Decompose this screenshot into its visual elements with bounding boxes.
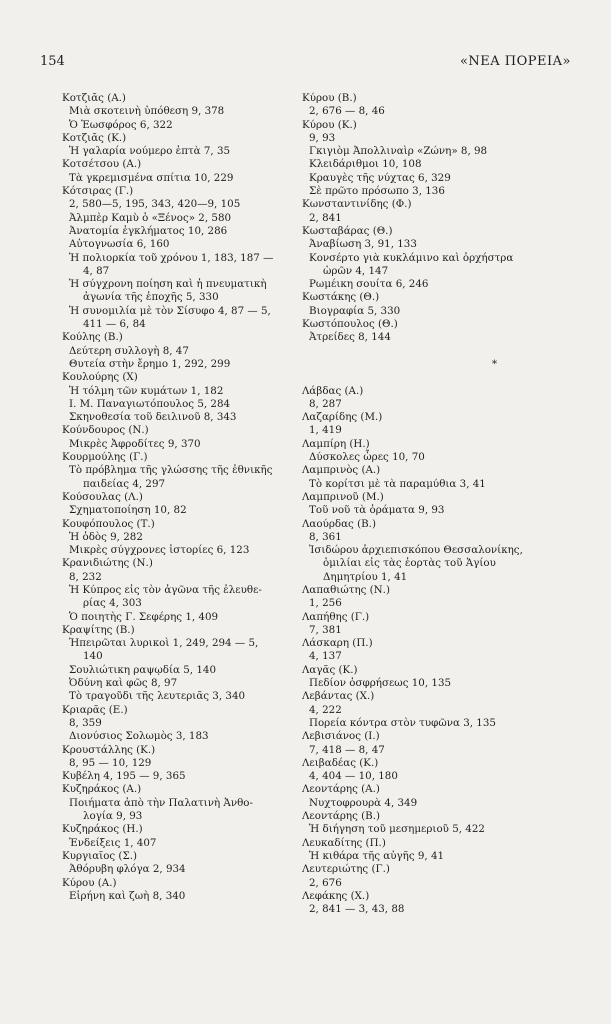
index-author: Κρουστάλλης (Κ.) <box>62 743 156 756</box>
index-entry: Ἡ κιθάρα τῆς αὐγῆς 9, 41 <box>309 849 445 862</box>
index-entry: 7, 381 <box>309 623 342 636</box>
index-author: Κουρμούλης (Γ.) <box>62 451 148 464</box>
index-entry: ἀγωνία τῆς ἐποχῆς 5, 330 <box>83 291 219 304</box>
index-author: Κυζηράκος (Η.) <box>62 823 143 836</box>
index-entry: Εἰρήνη καὶ ζωὴ 8, 340 <box>69 889 186 902</box>
index-entry: λογία 9, 93 <box>83 810 143 823</box>
index-entry: 2, 841 — 3, 43, 88 <box>309 903 405 916</box>
index-entry: Ἀναβίωση 3, 91, 133 <box>309 238 417 251</box>
index-entry: Σχηματοποίηση 10, 82 <box>69 504 187 517</box>
index-entry: Ἀθόρυβη φλόγα 2, 934 <box>69 863 186 876</box>
index-entry: Σὲ πρῶτο πρόσωπο 3, 136 <box>309 185 445 198</box>
index-author: Κούσουλας (Λ.) <box>62 490 143 503</box>
index-entry: Ἡ συνομιλία μὲ τὸν Σίσυφο 4, 87 — 5, <box>69 304 271 317</box>
index-entry: Διονύσιος Σολωμὸς 3, 183 <box>69 730 209 743</box>
index-entry: ὁμιλίαι εἰς τὰς ἑορτὰς τοῦ Ἁγίου <box>323 557 496 570</box>
index-entry: Ὁ Ἑωσφόρος 6, 322 <box>69 118 173 131</box>
index-entry: Δημητρίου 1, 41 <box>323 570 408 583</box>
index-author: Κριαρᾶς (Ε.) <box>62 703 128 716</box>
index-entry: Τὰ γκρεμισμένα σπίτια 10, 229 <box>69 171 234 184</box>
index-entry: 8, 359 <box>69 716 102 729</box>
index-entry: Ἡ πολιορκία τοῦ χρόνου 1, 183, 187 — <box>69 251 274 264</box>
index-entry: 8, 232 <box>69 570 102 583</box>
index-entry: Τοῦ νοῦ τὰ ὁράματα 9, 93 <box>309 504 445 517</box>
index-entry: Πορεία κόντρα στὸν τυφῶνα 3, 135 <box>309 716 496 729</box>
index-entry: Δεύτερη συλλογὴ 8, 47 <box>69 344 189 357</box>
index-author: Λαούρδας (Β.) <box>302 517 376 530</box>
index-author: Λειβαδέας (Κ.) <box>302 756 379 769</box>
index-entry: Γκιγιὸμ Ἀπολλιναὶρ «Ζώνη» 8, 98 <box>309 145 488 158</box>
index-author: Κουφόπουλος (Τ.) <box>62 517 155 530</box>
index-author: Κωστάκης (Θ.) <box>302 291 380 304</box>
index-entry: 8, 95 — 10, 129 <box>69 756 152 769</box>
index-author: Λαπήθης (Γ.) <box>302 610 370 623</box>
index-entry: Ἡ τόλμη τῶν κυμάτων 1, 182 <box>69 384 224 397</box>
index-entry: Πεδίον ὀσφρήσεως 10, 135 <box>309 677 452 690</box>
index-entry: Αὐτογνωσία 6, 160 <box>69 238 170 251</box>
index-entry: Ἰσιδώρου ἀρχιεπισκόπου Θεσσαλονίκης, <box>309 544 523 557</box>
index-entry: Θυτεία στὴν ἔρημο 1, 292, 299 <box>69 357 231 370</box>
index-author: Κούλης (Β.) <box>62 331 123 344</box>
index-entry: Ὁ ποιητὴς Γ. Σεφέρης 1, 409 <box>69 610 219 623</box>
index-entry: 7, 418 — 8, 47 <box>309 743 385 756</box>
index-entry: Μικρὲς Ἀφροδίτες 9, 370 <box>69 437 201 450</box>
index-entry: Σουλιώτικη ραψῳδία 5, 140 <box>69 663 217 676</box>
section-separator: * <box>491 357 498 370</box>
index-entry: Σκηνοθεσία τοῦ δειλινοῦ 8, 343 <box>69 411 237 424</box>
index-author: Κότσιρας (Γ.) <box>62 185 134 198</box>
index-entry: Κονσέρτο γιὰ κυκλάμινο καὶ ὀρχήστρα <box>309 251 514 264</box>
index-author: Κοτζιᾶς (Κ.) <box>62 131 127 144</box>
index-author: Λευτεριώτης (Γ.) <box>302 863 390 876</box>
index-entry: παιδείας 4, 297 <box>83 477 166 490</box>
index-column-left <box>62 92 327 903</box>
index-entry: Ἡ γαλαρία νούμερο ἑπτὰ 7, 35 <box>69 145 231 158</box>
index-author: Λάσκαρη (Π.) <box>302 637 373 650</box>
index-entry: Τὸ τραγοῦδι τῆς λευτεριᾶς 3, 340 <box>69 690 246 703</box>
index-author: Κουλούρης (Χ) <box>62 371 138 384</box>
index-author: Λευκαδίτης (Π.) <box>302 836 386 849</box>
index-author: Κωσταβάρας (Θ.) <box>302 224 393 237</box>
index-entry: 411 — 6, 84 <box>83 318 146 331</box>
index-entry: Μικρὲς σύγχρονες ἱστορίες 6, 123 <box>69 544 250 557</box>
index-author: Κούνδουρος (Ν.) <box>62 424 149 437</box>
index-entry: Κλειδάριθμοι 10, 108 <box>309 158 422 171</box>
index-author: Κωστόπουλος (Θ.) <box>302 318 398 331</box>
index-author: Κοτζιᾶς (Α.) <box>62 92 126 104</box>
index-author: Λάβδας (Α.) <box>302 384 364 397</box>
index-entry: Ρωμέικη σουίτα 6, 246 <box>309 278 429 291</box>
index-author: Κυβέλη 4, 195 — 9, 365 <box>62 770 186 783</box>
index-entry: Τὸ κορίτσι μὲ τὰ παραμύθια 3, 41 <box>309 477 486 490</box>
index-entry: Ἡ ὁδὸς 9, 282 <box>69 530 143 543</box>
index-author: Λαγᾶς (Κ.) <box>302 663 358 676</box>
index-entry: Ἠπειρῶται λυρικοὶ 1, 249, 294 — 5, <box>69 637 259 650</box>
index-author: Λαμπρινοῦ (Μ.) <box>302 490 384 503</box>
index-entry: Ἀνατομία ἐγκλήματος 10, 286 <box>69 224 228 237</box>
page-number: 154 <box>40 54 65 69</box>
index-entry: Ἀτρείδες 8, 144 <box>309 331 391 344</box>
index-entry: 8, 287 <box>309 397 342 410</box>
index-author: Κωνσταντινίδης (Φ.) <box>302 198 412 211</box>
index-entry: 4, 404 — 10, 180 <box>309 770 398 783</box>
index-entry: 8, 361 <box>309 530 342 543</box>
index-entry: Ἡ διήγηση τοῦ μεσημεριοῦ 5, 422 <box>309 823 485 836</box>
index-entry: Μιὰ σκοτεινὴ ὑπόθεση 9, 378 <box>69 105 225 118</box>
index-author: Κρανιδιώτης (Ν.) <box>62 557 153 570</box>
index-entry: 4, 222 <box>309 703 342 716</box>
index-entry: 2, 580—5, 195, 343, 420—9, 105 <box>69 198 241 211</box>
index-author: Κοτσέτσου (Α.) <box>62 158 142 171</box>
index-author: Λεοντάρης (Α.) <box>302 783 380 796</box>
index-entry: 1, 419 <box>309 424 342 437</box>
index-entry: Ἡ Κύπρος εἰς τὸν ἀγῶνα τῆς ἐλευθε- <box>69 583 262 596</box>
index-entry: Ἡ σύγχρονη ποίηση καὶ ἡ πνευματικὴ <box>69 278 267 291</box>
index-author: Λαπαθιώτης (Ν.) <box>302 583 390 596</box>
index-author: Λεβάντας (Χ.) <box>302 690 375 703</box>
index-entry: Βιογραφία 5, 330 <box>309 304 401 317</box>
index-entry: Ἐνδείξεις 1, 407 <box>69 836 157 849</box>
index-author: Κύρου (Β.) <box>302 92 357 104</box>
index-entry: 140 <box>83 650 103 663</box>
index-entry: Νυχτοφρουρὰ 4, 349 <box>309 796 418 809</box>
index-entry: ρίας 4, 303 <box>83 597 142 610</box>
index-author: Κύρου (Α.) <box>62 876 117 889</box>
index-author: Λεβισιάνος (Ι.) <box>302 730 380 743</box>
blank-line <box>302 345 567 358</box>
blank-line <box>302 371 567 384</box>
index-entry: 2, 676 <box>309 876 342 889</box>
index-author: Κύρου (Κ.) <box>302 118 357 131</box>
index-author: Κραψίτης (Β.) <box>62 623 135 636</box>
index-author: Κυζηράκος (Α.) <box>62 783 142 796</box>
journal-title: «ΝΕΑ ΠΟΡΕΙΑ» <box>459 54 571 69</box>
index-entry: Ι. Μ. Παναγιωτόπουλος 5, 284 <box>69 397 231 410</box>
index-entry: 4, 137 <box>309 650 342 663</box>
index-entry: 2, 676 — 8, 46 <box>309 105 385 118</box>
index-entry: 9, 93 <box>309 131 336 144</box>
index-entry: 4, 87 <box>83 264 110 277</box>
index-entry: 1, 256 <box>309 597 342 610</box>
index-author: Λαμπρινὸς (Α.) <box>302 464 381 477</box>
page-header <box>40 54 571 74</box>
index-author: Λαμπίρη (Η.) <box>302 437 370 450</box>
index-author: Λεφάκης (Χ.) <box>302 889 370 902</box>
index-author: Κυργιαῖος (Σ.) <box>62 849 138 862</box>
index-entry: Ἀλμπὲρ Καμὺ ὁ «Ξένος» 2, 580 <box>69 211 232 224</box>
index-author: Λεοντάρης (Β.) <box>302 810 381 823</box>
index-entry: ὡρῶν 4, 147 <box>323 264 389 277</box>
index-author: Λαζαρίδης (Μ.) <box>302 411 383 424</box>
index-entry: Τὸ πρόβλημα τῆς γλώσσης τῆς ἐθνικῆς <box>69 464 273 477</box>
index-entry: 2, 841 <box>309 211 342 224</box>
index-column-right <box>302 92 567 916</box>
index-entry: Δύσκολες ὧρες 10, 70 <box>309 451 425 464</box>
index-entry: Ποιήματα ἀπὸ τὴν Παλατινὴ Ἀνθο- <box>69 796 253 809</box>
index-entry: Ὀδύνη καὶ φῶς 8, 97 <box>69 677 178 690</box>
index-entry: Κραυγὲς τῆς νύχτας 6, 329 <box>309 171 451 184</box>
